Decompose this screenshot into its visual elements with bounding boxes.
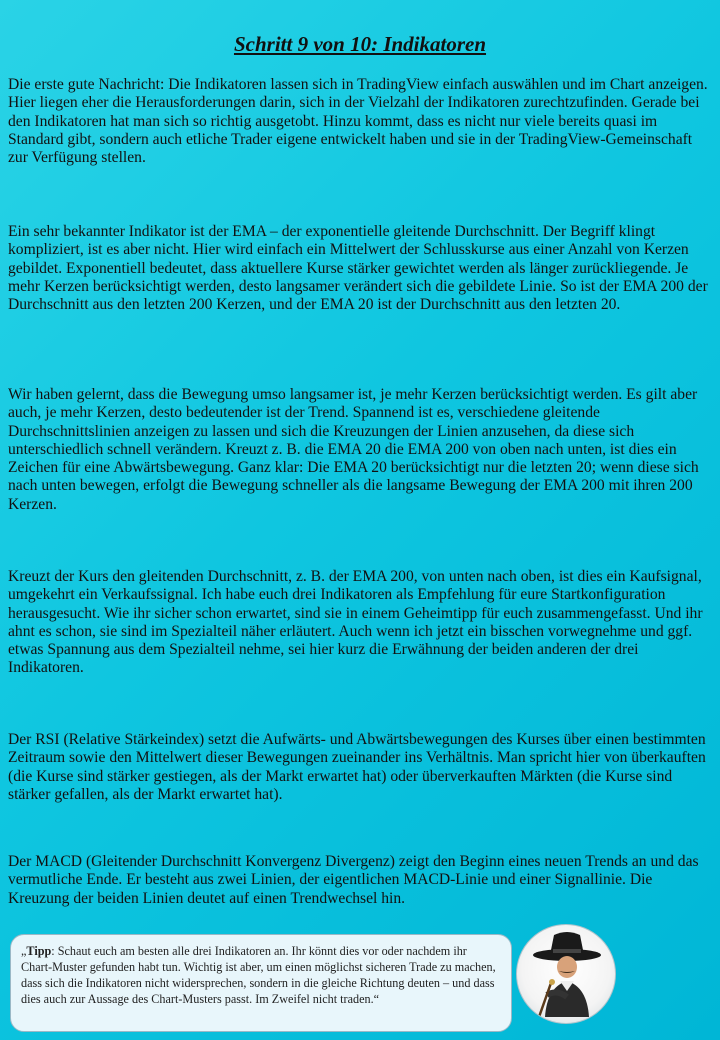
tip-callout — [10, 934, 512, 1032]
trader-with-hat-avatar-icon — [516, 924, 616, 1024]
paragraph-intro: Die erste gute Nachricht: Die Indikatoren lassen sich in TradingView einfach auswählen und im Chart anzeigen. Hier liegen eher die Herausforderungen darin, sich in der Vielzahl der Indikatoren zurechtzufinden. Gerade bei den Indikatoren hat man sich so richtig ausgetobt. Hinzu kommt, dass es nicht nur viele bereits quasi im Standard gibt, sondern auch etliche Trader eigene entwickelt haben und sie in der TradingView-Gemeinschaft zur Verfügung stellen. — [8, 76, 708, 167]
paragraph-macd: Der MACD (Gleitender Durchschnitt Konvergenz Divergenz) zeigt den Beginn eines neuen Trends an und das vermutliche Ende. Er besteht aus zwei Linien, der eigentlichen MACD-Linie und einer Signallinie. Die Kreuzung der beiden Linien deutet auf einen Trendwechsel hin. — [8, 853, 699, 907]
paragraph-ema-crossing: Wir haben gelernt, dass die Bewegung umso langsamer ist, je mehr Kerzen berücksichtigt werden. Es gilt aber auch, je mehr Kerzen, desto bedeutender ist der Trend. Spannend ist es, verschiedene gleitende Durchschnittslinien anzeigen zu lassen und sich die Kreuzungen der Linien anzusehen, da diese sich unterschiedlich schnell verändern. Kreuzt z. B. die EMA 20 die EMA 200 von oben nach unten, ist dies ein Zeichen für eine Abwärtsbewegung. Ganz klar: Die EMA 20 berücksichtigt nur die letzten 20; wenn diese sich nach unten bewegen, erfolgt die Bewegung schneller als die langsame Bewegung der EMA 200 mit ihren 200 Kerzen. — [8, 386, 699, 513]
tip-open-quote: „ — [21, 944, 27, 958]
tip-label: Tipp — [26, 944, 52, 958]
tip-body: : Schaut euch am besten alle drei Indikatoren an. Ihr könnt dies vor oder nachdem ihr Chart-Muster gefunden habt tun. Wichtig ist aber, um einen möglichst sicheren Trade zu machen, dass sich die Indikatoren nicht widersprechen, sondern in die gleiche Richtung deuten – und dass dies auch zur Aussage des Chart-Musters passt. Im Zweifel nicht traden.“ — [21, 944, 496, 1007]
tip-text — [21, 943, 501, 1007]
paragraph-ema: Ein sehr bekannter Indikator ist der EMA – der exponentielle gleitende Durchschnitt. Der Begriff klingt kompliziert, ist es aber nicht. Hier wird einfach ein Mittelwert der Schlusskurse aus einer Anzahl von Kerzen gebildet. Exponentiell bedeutet, dass aktuellere Kurse stärker gewichtet werden als länger zurückliegende. Je mehr Kerzen berücksichtigt werden, desto langsamer verändert sich die gebildete Linie. So ist der EMA 200 der Durchschnitt aus den letzten 200 Kerzen, und der EMA 20 ist der Durchschnitt aus den letzten 20. — [8, 223, 708, 314]
paragraph-rsi: Der RSI (Relative Stärkeindex) setzt die Aufwärts- und Abwärtsbewegungen des Kurses über einen bestimmten Zeitraum sowie den Mittelwert dieser Bewegungen zueinander ins Verhältnis. Man spricht hier von überkauften (die Kurse sind stärker gestiegen, als der Markt erwartet hat) oder überverkauften Märkten (die Kurse sind stärker gefallen, als der Markt erwartet hat). — [8, 731, 706, 803]
avatar-illustration — [517, 925, 615, 1023]
page-title: Schritt 9 von 10: Indikatoren — [233, 32, 487, 56]
paragraph-signals: Kreuzt der Kurs den gleitenden Durchschnitt, z. B. der EMA 200, von unten nach oben, ist dies ein Kaufsignal, umgekehrt ein Verkaufssignal. Ich habe euch drei Indikatoren als Empfehlung für eure Startkonfiguration herausgesucht. Wie ihr sicher schon erwartet, sind sie in einem Geheimtipp für euch zusammengefasst. Und ihr ahnt es schon, sie sind im Spezialteil näher erläutert. Auch wenn ich jetzt ein bisschen vorwegnehme und ggf. etwas Spannung aus dem Spezialteil nehme, sei hier kurz die Erwähnung der beiden anderen der drei Indikatoren. — [8, 568, 703, 677]
